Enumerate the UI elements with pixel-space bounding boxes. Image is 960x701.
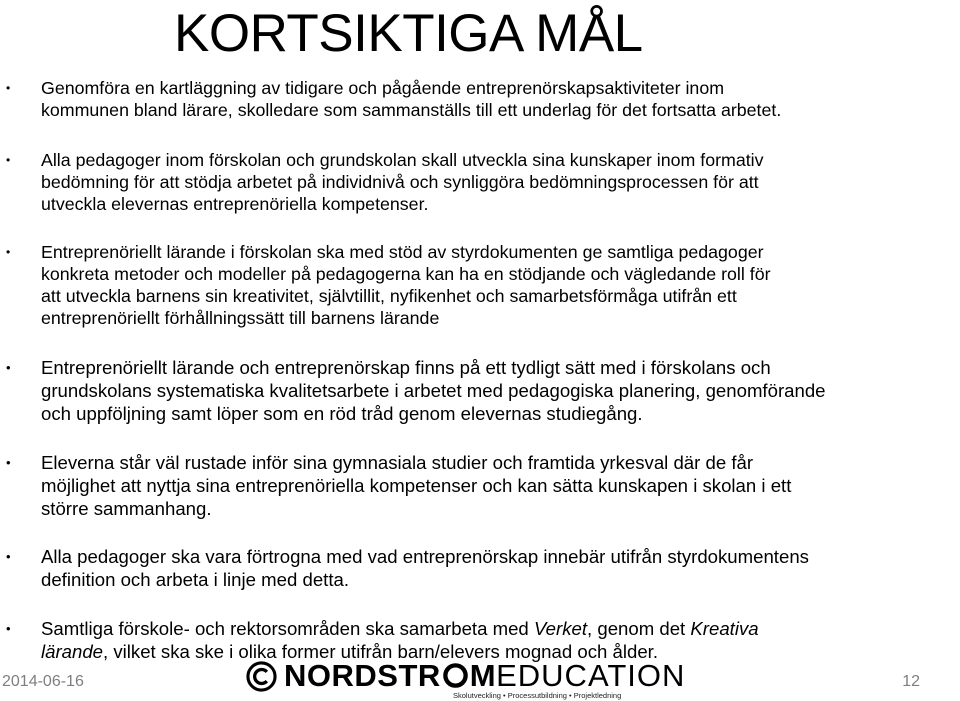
bullet-text: Eleverna står väl rustade inför sina gymnasiala studier och framtida yrkesval där de får möjlighet att nyttja sina entreprenöriella kompetenser och kan sätta kunskapen i skolan i ett större sammanhang.	[41, 452, 792, 519]
logo-tagline: Skolutveckling • Processutbildning • Projektledning	[453, 691, 622, 700]
bullet-glyph: •	[6, 81, 11, 95]
bullet-text: Genomföra en kartläggning av tidigare och pågående entreprenörskapsaktiviteter inom kommunen bland lärare, skolledare som sammanställs till ett underlag för det fortsatta arbetet.	[41, 78, 782, 120]
logo-wordmark: NORDSTR MEDUCATION	[284, 658, 686, 693]
logo-o-ring-icon	[442, 662, 469, 689]
bullet-glyph: •	[6, 153, 11, 167]
emphasis-verket: Verket	[533, 618, 588, 639]
footer-page-number: 12	[902, 673, 920, 690]
bullet-text: Samtliga förskole- och rektorsområden ska samarbeta med Verket, genom det Kreativa lärande, vilket ska ske i olika former utifrån barn/elevers mognad och ålder.	[41, 618, 759, 662]
bullet-text: Entreprenöriellt lärande och entreprenörskap finns på ett tydligt sätt med i förskolans och grundskolans systematiska kvalitetsarbete i arbetet med pedagogiska planering, genomförande och uppföljning samt löper som en röd tråd genom elevernas studiegång.	[41, 357, 826, 424]
logo-c-mark-icon	[246, 661, 277, 692]
bullet-glyph: •	[6, 245, 11, 259]
bullet-text: Alla pedagoger inom förskolan och grundskolan skall utveckla sina kunskaper inom formativ bedömning för att stödja arbetet på individnivå och synliggöra bedömningsprocessen för att utveckla elevernas entreprenöriella kompetenser.	[41, 150, 764, 214]
bullet-glyph: •	[6, 360, 11, 375]
bullet-text: Entreprenöriellt lärande i förskolan ska med stöd av styrdokumenten ge samtliga pedagoger konkreta metoder och modeller på pedagogerna kan ha en stödjande och vägledande roll för att utveckla barnens sin kreativitet, självtillit, nyfikenhet och samarbetsförmåga utifrån ett entreprenöriellt förhållningssätt till barnens lärande	[41, 242, 771, 328]
bullet-text: Alla pedagoger ska vara förtrogna med vad entreprenörskap innebär utifrån styrdokumentens definition och arbeta i linje med detta.	[41, 546, 809, 590]
nordstrom-education-logo	[244, 658, 686, 700]
bullet-glyph: •	[6, 549, 11, 564]
bullet-glyph: •	[6, 455, 11, 470]
emphasis-larande: lärande	[41, 641, 104, 662]
slide-title: KORTSIKTIGA MÅL	[174, 4, 643, 63]
emphasis-kreativa: Kreativa	[690, 618, 759, 639]
bullet-glyph: •	[6, 621, 11, 636]
footer-date: 2014-06-16	[2, 673, 84, 690]
